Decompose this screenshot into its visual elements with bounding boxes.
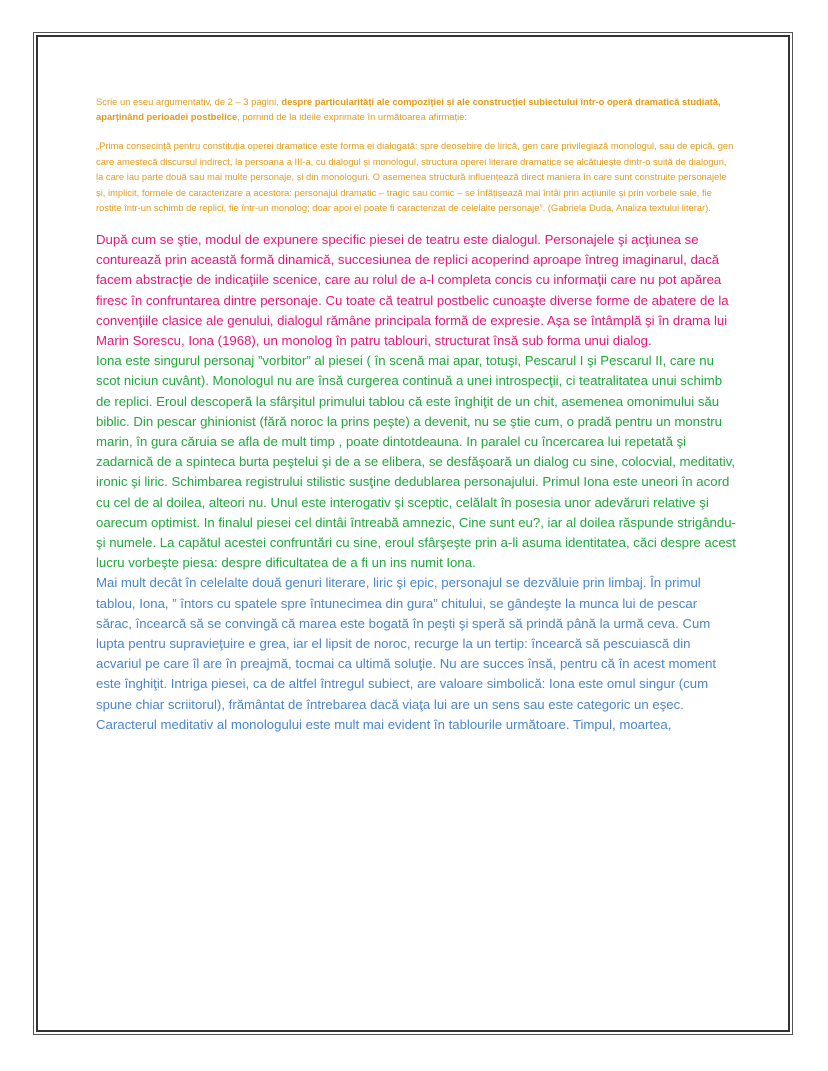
quote-block: „Prima consecință pentru constituția operei dramatice este forma ei dialogată: spre deosebire de lirică, gen care privilegiază monologul, sau de epică, gen care amestecă discursul indirect, la persoana a III-a, cu dialogul și monologul, structura operei literare dramatice se alcătuiește dintr-o suită de dialoguri, la care iau parte două sau mai multe personaje, și din monologuri. O asemenea structură influențează direct maniera în care sunt construite personajele și, implicit, formele de caracterizare a acestora: personajul dramatic – tragic sau comic – se înfățișează mai întâi prin acțiunile și prin vorbele sale, fie rostite într-un schimb de replici, fie într-un monolog; doar apoi el poate fi caracterizat de celelalte personaje”. (Gabriela Duda, Analiza textului literar). [96, 140, 734, 214]
task-text-1: Scrie un eseu argumentativ, de 2 – 3 pagini, [96, 96, 282, 107]
document-page [96, 94, 736, 735]
task-text-bold: despre particularități ale compoziției și ale construcției subiectului într-o operă dramatică studiată, aparținând perioadei postbelice [96, 96, 721, 122]
essay-paragraph-2: Iona este singurul personaj ”vorbitor” al piesei ( în scenă mai apar, totuşi, Pescarul I şi Pescarul II, care nu scot niciun cuvânt). Monologul nu are însă curgerea continuă a unei introspecţii, ci teatralitatea unui schimb de replici. Eroul descoperă la sfârşitul primului tablou că este înghiţit de un chit, asemenea omonimului său biblic. Din pescar ghinionist (fără noroc la prins peşte) a devenit, nu se ştie cum, o pradă pentru un monstru marin, în gura căruia se afla de mult timp , poate dintotdeauna. In paralel cu încercarea lui repetată şi zadarnică de a spinteca burta peştelui şi de a se elibera, se desfăşoară un dialog cu sine, colocvial, meditativ, ironic şi liric. Schimbarea registrului stilistic susţine dedublarea personajului. Primul Iona este uneori în acord cu cel de al doilea, alteori nu. Unul este interogativ şi sceptic, celălalt în posesia unor adevăruri relative şi oarecum optimist. In finalul piesei cel dintâi întreabă amnezic, Cine sunt eu?, iar al doilea răspunde strigându-şi numele. La capătul acestei confruntări cu sine, eroul sfârşeşte prin a-li asuma identitatea, căci despre acest lucru vorbeşte piesa: despre dificultatea de a fi un ins numit Iona. [96, 353, 736, 571]
essay-paragraph-3: Mai mult decât în celelalte două genuri literare, liric şi epic, personajul se dezvăluie prin limbaj. În primul tablou, Iona, ” întors cu spatele spre întunecimea din gura” chitului, se gândeşte la munca lui de pescar sărac, încearcă să se convingă că marea este bogată în peşti şi speră să prindă până la urmă ceva. Cum lupta pentru supravieţuire e grea, iar el lipsit de noroc, recurge la un tertip: încearcă să pescuiască din acvariul pe care îl are în preajmă, tocmai ca ultimă soluţie. Nu are succes însă, pentru că în acest moment este înghiţit. Intriga piesei, ca de altfel întregul subiect, are valoare simbolică: Iona este omul singur (cum spune chiar scriitorul), frământat de întrebarea dacă viaţa lui are un sens sau este categoric un eşec. Caracterul meditativ al monologului este mult mai evident în tablourile următoare. Timpul, moartea, [96, 575, 717, 732]
essay-paragraph-1: După cum se ştie, modul de expunere specific piesei de teatru este dialogul. Personajele şi acţiunea se conturează prin această formă dinamică, succesiunea de replici acoperind aproape întreg imaginarul, dacă facem abstracţie de indicaţiile scenice, care au rolul de a-l completa concis cu informaţii care nu pot apărea firesc în confruntarea dintre personaje. Cu toate că teatrul postbelic cunoaşte diverse forme de abatere de la convenţiile clasice ale genului, dialogul rămâne principala formă de expresie. Aşa se întâmplă şi în drama lui Marin Sorescu, Iona (1968), un monolog în patru tablouri, structurat însă sub forma unui dialog. [96, 231, 729, 348]
task-text-2: , pornind de la ideile exprimate în următoarea afirmație: [237, 111, 467, 122]
essay-task [96, 94, 736, 124]
